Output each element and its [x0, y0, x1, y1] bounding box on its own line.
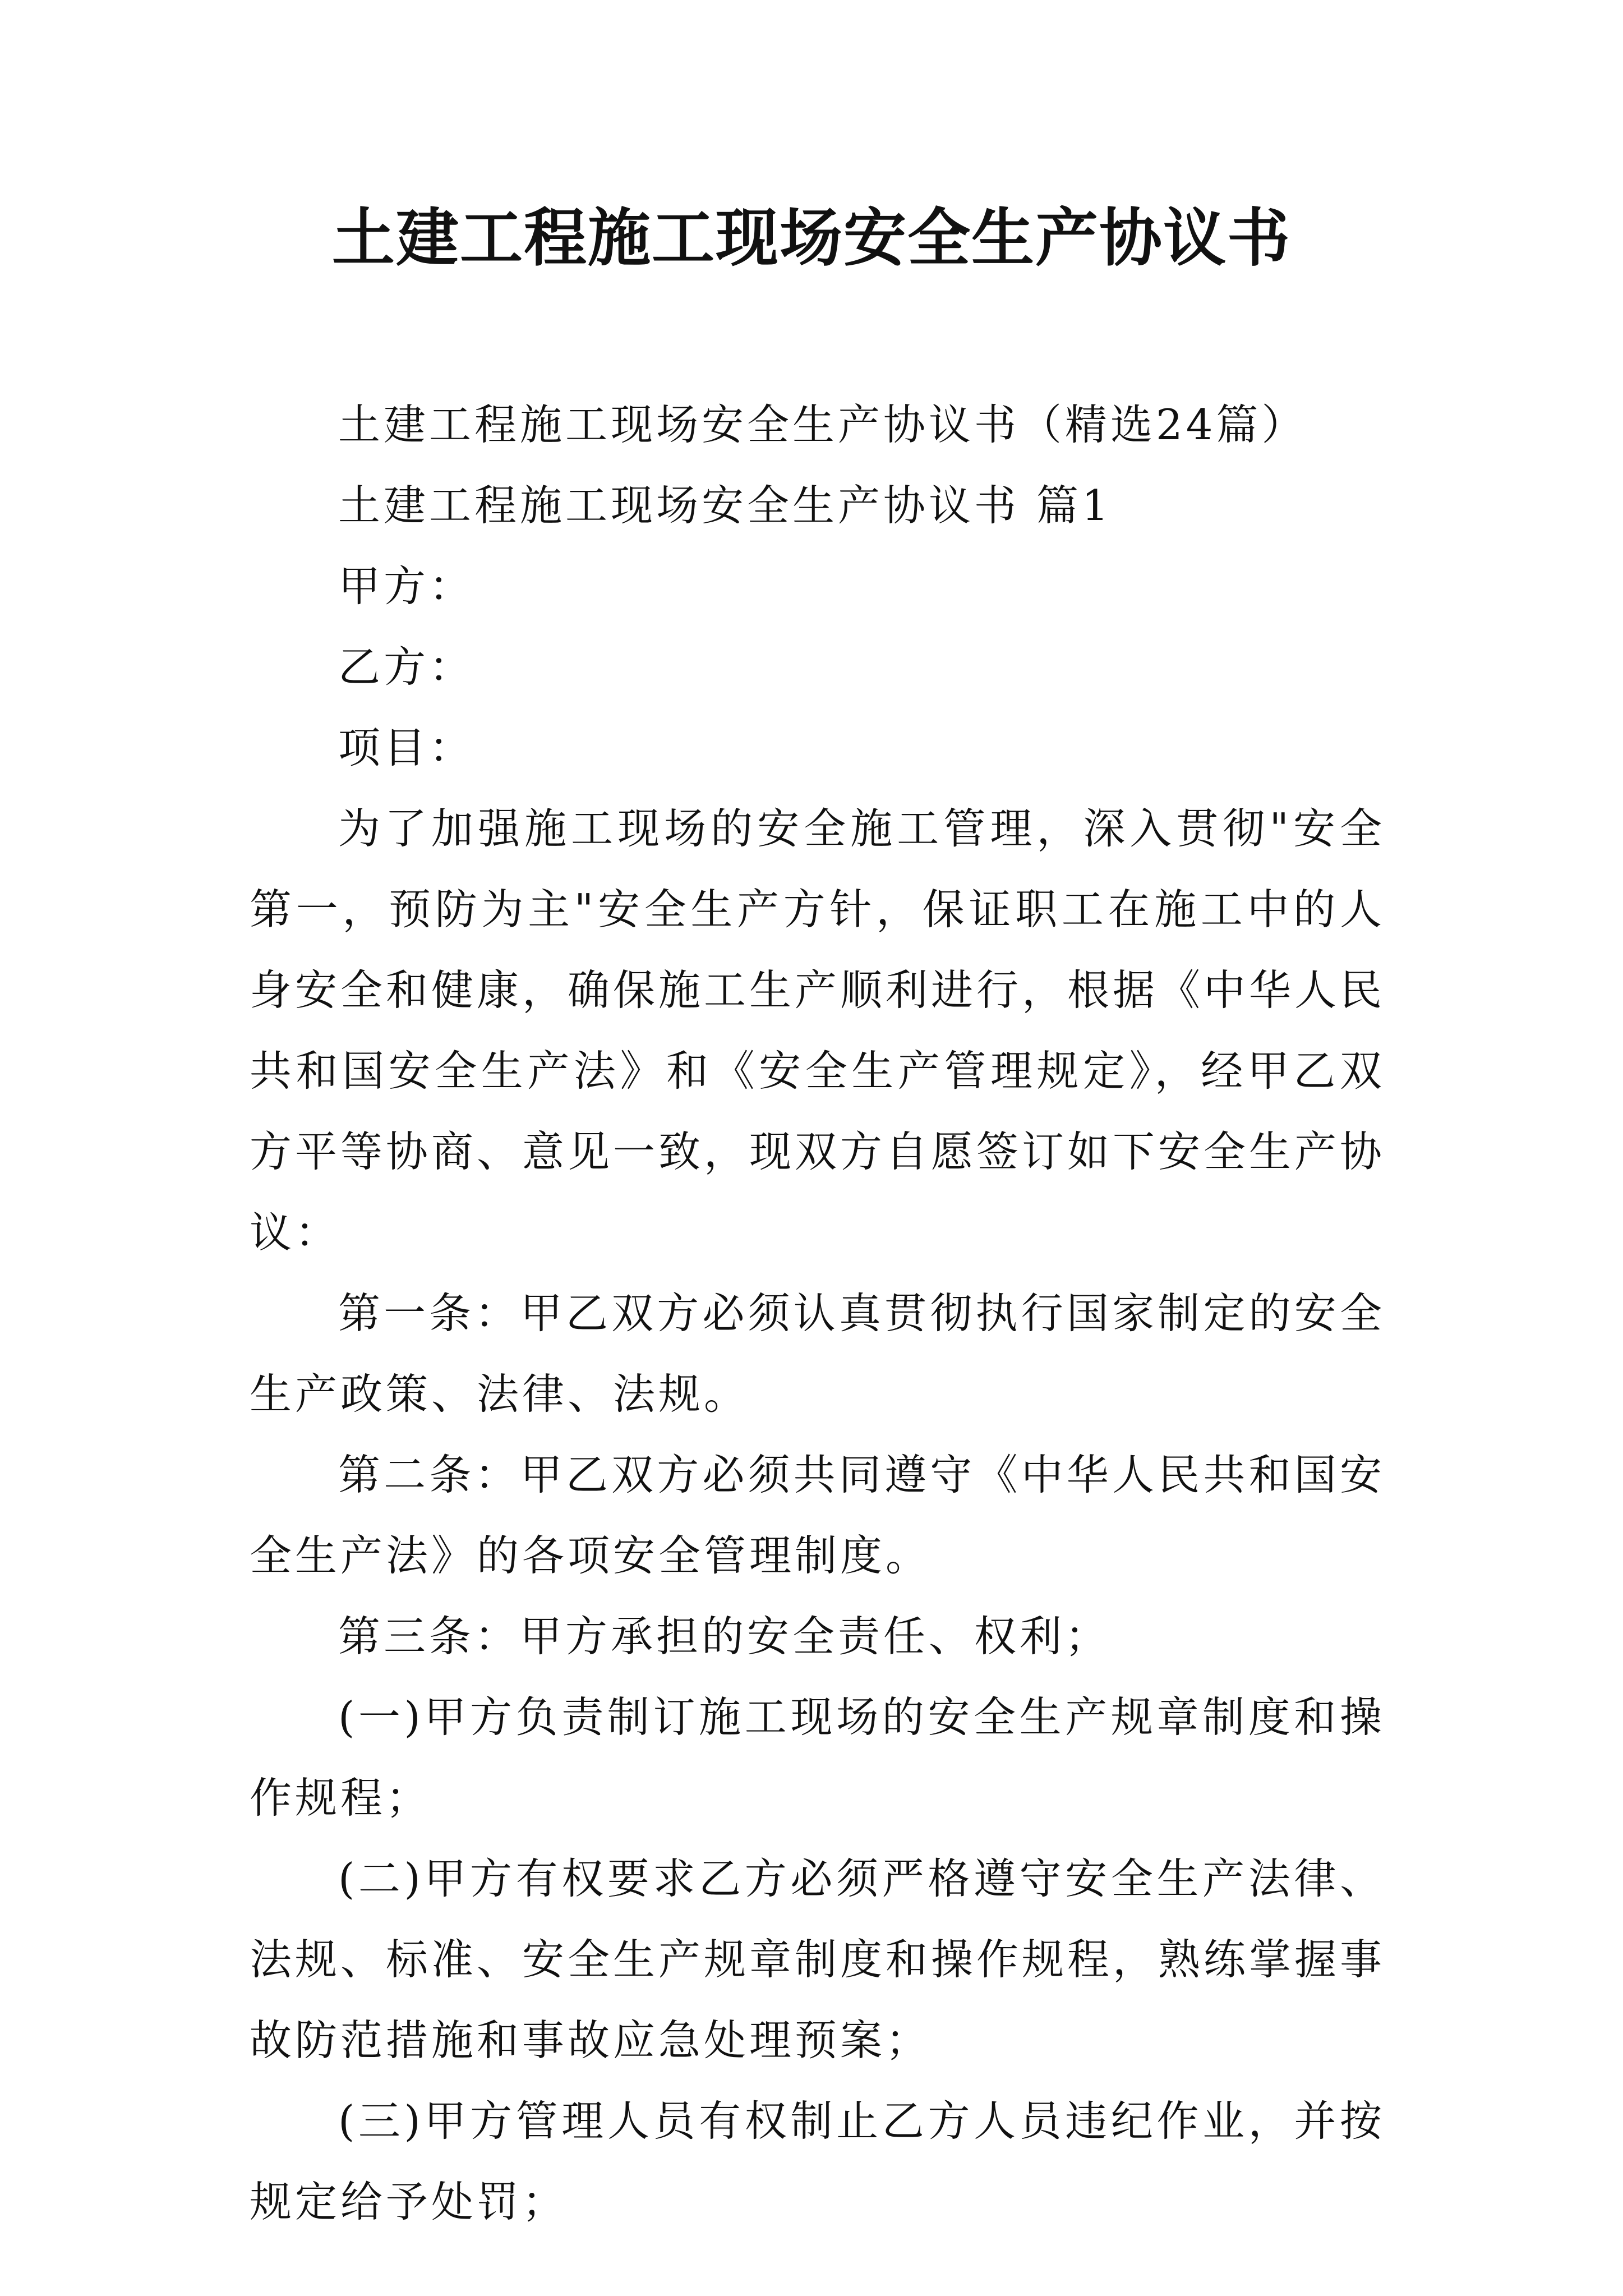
paragraph-preamble: 为了加强施工现场的安全施工管理，深入贯彻"安全第一，预防为主"安全生产方针，保证职工在施工中的人身安全和健康，确保施工生产顺利进行，根据《中华人民共和国安全生产法》和《安全生产管理规定》，经甲乙双方平等协商、意见一致，现双方自愿签订如下安全生产协议： [250, 804, 1386, 1257]
paragraph-party-b: 乙方： [338, 642, 475, 692]
paragraph-party-a: 甲方： [338, 562, 475, 611]
paragraph-clause-1: (一)甲方负责制订施工现场的安全生产规章制度和操作规程； [250, 1692, 1385, 1823]
document-body [250, 384, 1385, 2242]
paragraph-project: 项目： [338, 723, 475, 772]
paragraph-article-3: 第三条：甲方承担的安全责任、权利； [338, 1612, 1111, 1661]
paragraph-article-2: 第二条：甲乙双方必须共同遵守《中华人民共和国安全生产法》的各项安全管理制度。 [250, 1450, 1385, 1580]
paragraph-clause-2: (二)甲方有权要求乙方必须严格遵守安全生产法律、法规、标准、安全生产规章制度和操作规程，熟练掌握事故防范措施和事故应急处理预案； [250, 1854, 1386, 2065]
paragraph-subtitle: 土建工程施工现场安全生产协议书（精选24篇） [338, 400, 1307, 449]
paragraph-clause-3: (三)甲方管理人员有权制止乙方人员违纪作业，并按规定给予处罚； [250, 2096, 1385, 2226]
paragraph-article-1: 第一条：甲乙双方必须认真贯彻执行国家制定的安全生产政策、法律、法规。 [250, 1289, 1385, 1419]
paragraph-section-heading: 土建工程施工现场安全生产协议书 篇1 [338, 481, 1112, 530]
document-title: 土建工程施工现场安全生产协议书 [332, 201, 1291, 275]
